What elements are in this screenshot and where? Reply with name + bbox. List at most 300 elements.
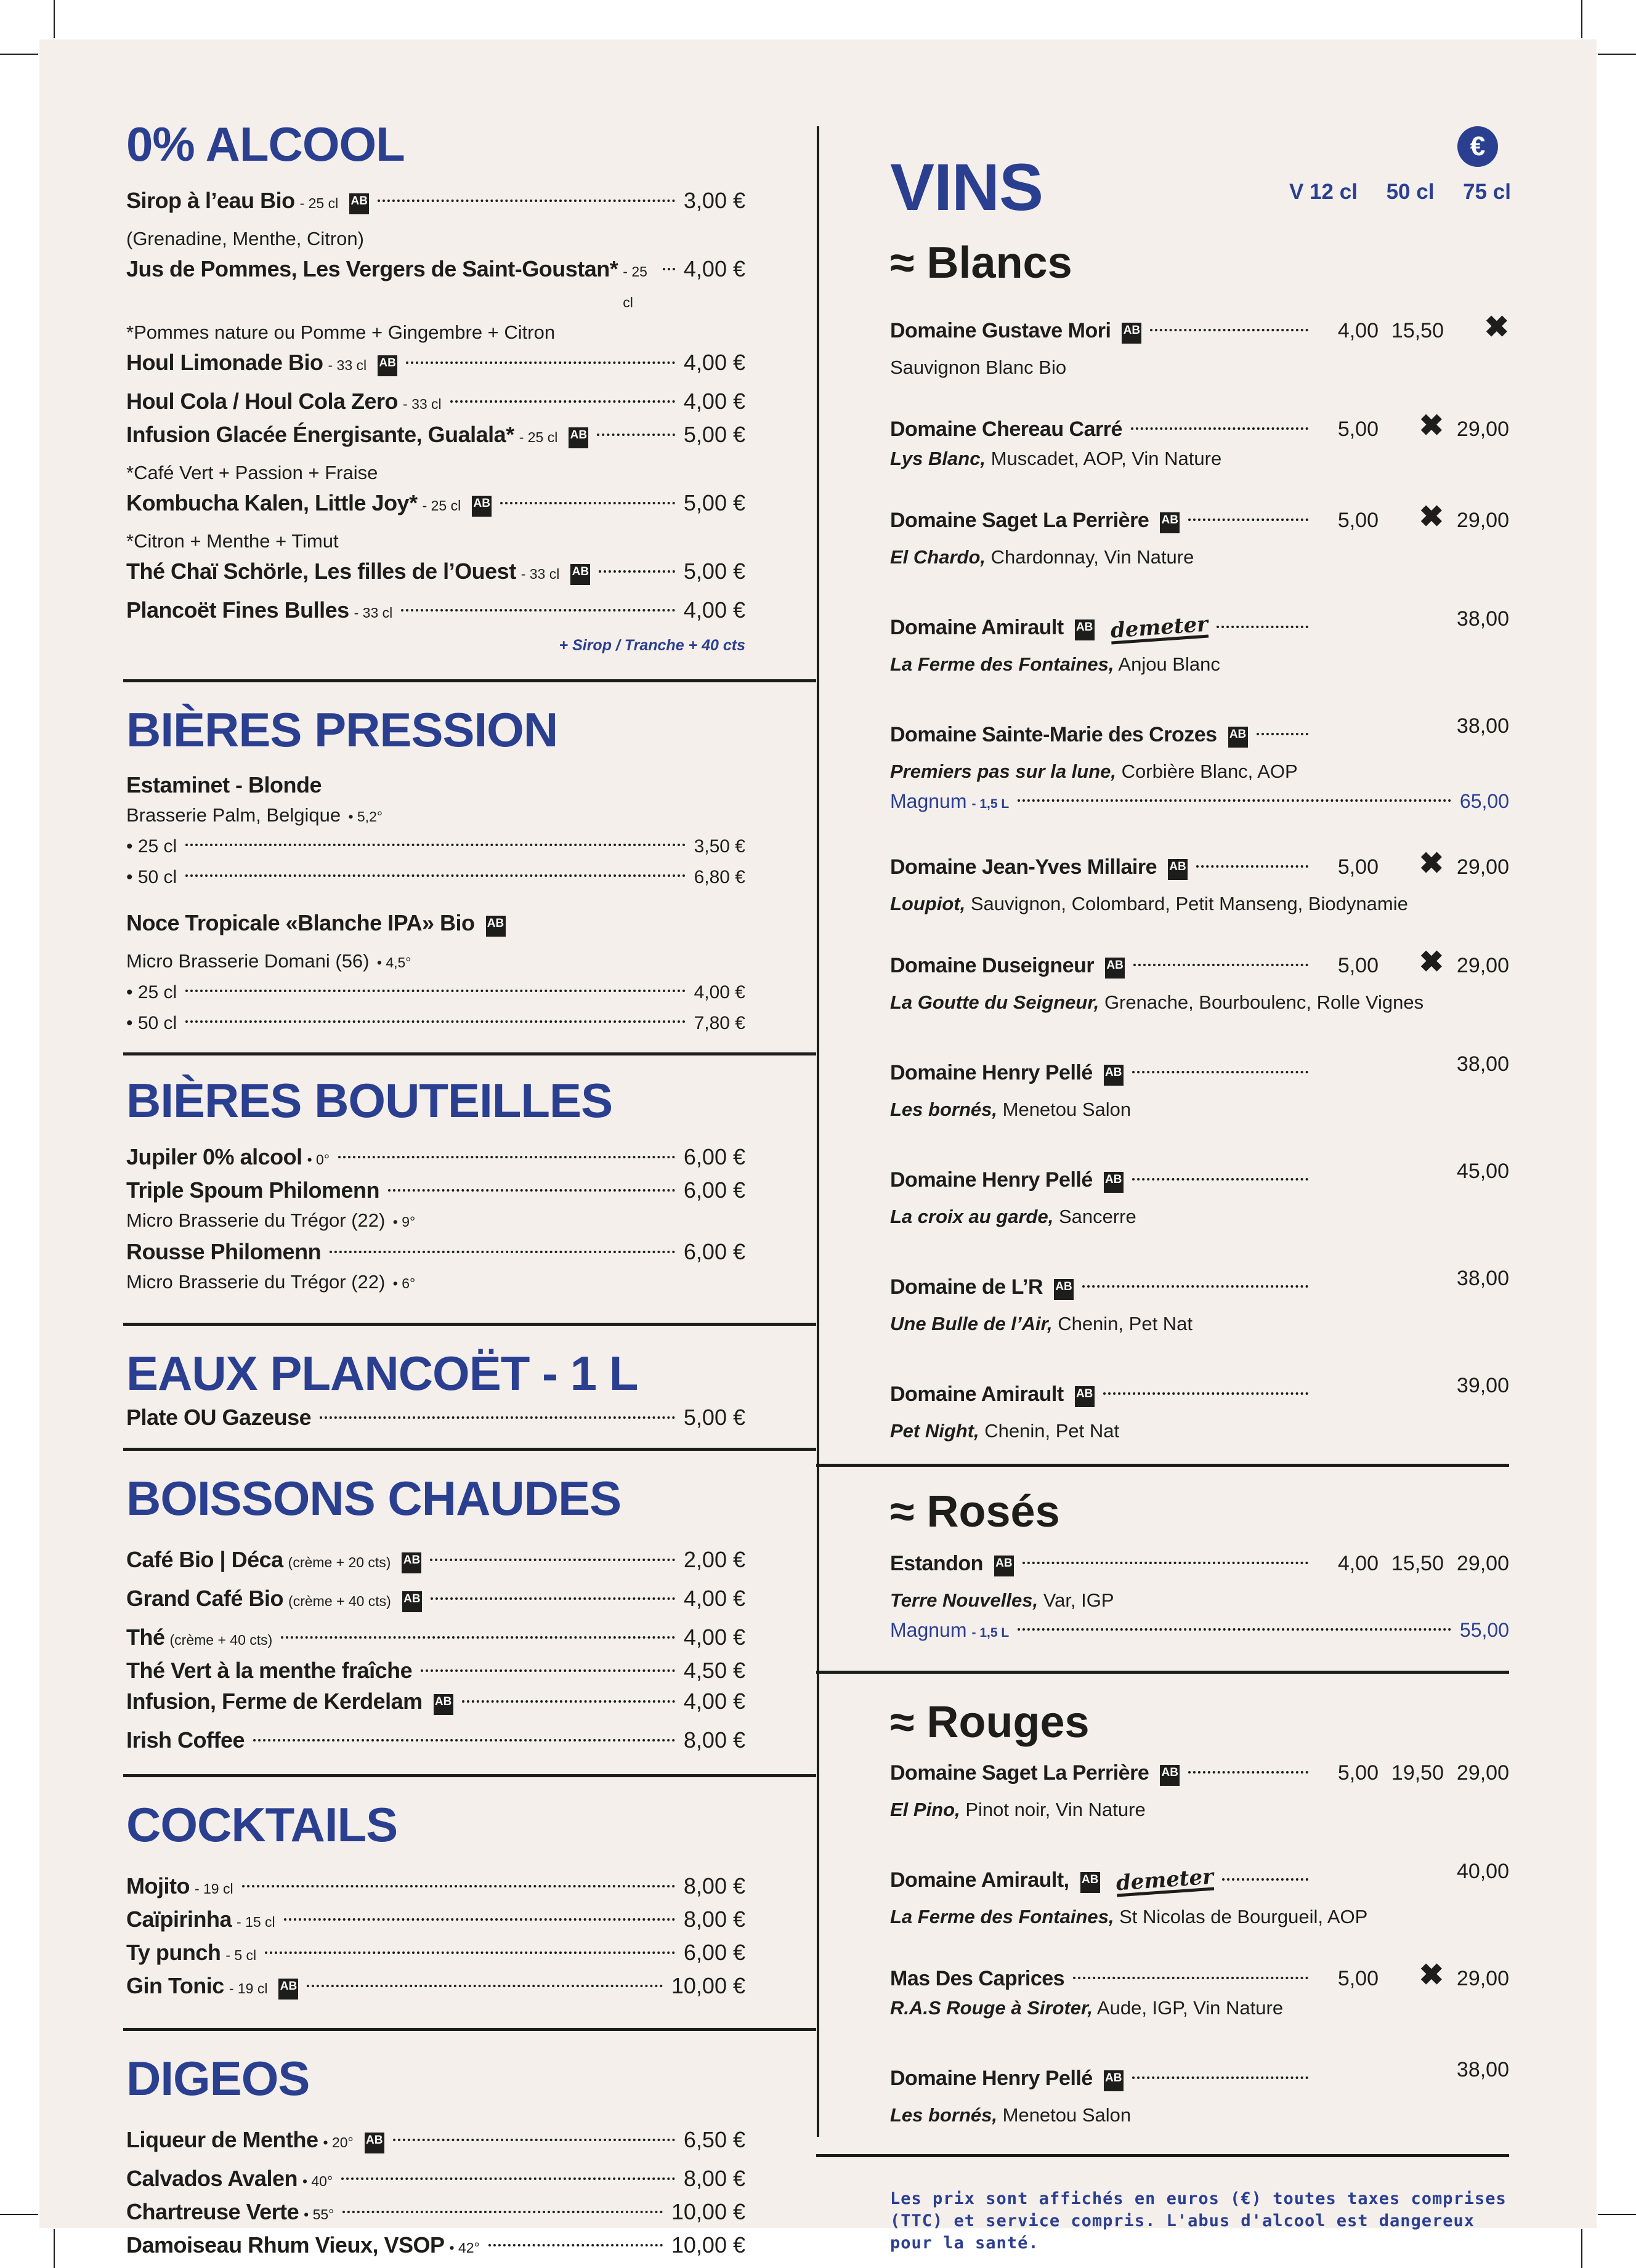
item-size: - 5 cl xyxy=(225,1947,257,1963)
dot-leader xyxy=(281,1636,675,1639)
organic-bio-icon: AB xyxy=(1168,859,1188,886)
item-name: Grand Café Bio xyxy=(126,1586,284,1611)
item-name: Caïpirinha xyxy=(126,1907,232,1932)
cuvee-name: La Ferme des Fontaines, xyxy=(890,653,1114,675)
divider xyxy=(123,679,816,682)
dot-leader xyxy=(393,2139,675,2141)
size-label: • 50 cl xyxy=(126,867,177,887)
wine-description xyxy=(890,1203,1509,1231)
item-size: • 40° xyxy=(302,2173,333,2189)
wine-entry xyxy=(890,1156,1509,1231)
item-price: 6,00 € xyxy=(683,1144,745,1169)
item-size: - 15 cl xyxy=(237,1914,275,1930)
magnum-size: - 1,5 L xyxy=(971,797,1010,811)
wine-detail: Pinot noir, Vin Nature xyxy=(965,1799,1146,1820)
dot-leader xyxy=(1103,1392,1308,1395)
item-name: Thé xyxy=(126,1624,165,1650)
wine-prices xyxy=(1317,1757,1509,1788)
wine-entry xyxy=(890,946,1509,1017)
dot-leader xyxy=(388,1189,675,1192)
menu-item xyxy=(126,386,745,419)
dot-leader xyxy=(1131,427,1308,430)
wine-detail: Anjou Blanc xyxy=(1118,653,1220,675)
wine-price: 5,00 xyxy=(1337,1761,1379,1785)
organic-bio-icon: AB xyxy=(994,1556,1014,1583)
menu-item xyxy=(126,1175,745,1206)
crop-mark xyxy=(1598,54,1636,55)
dot-leader xyxy=(1257,733,1308,735)
wine-price: 40,00 xyxy=(1456,1860,1509,1883)
dot-leader xyxy=(663,268,675,270)
unavailable-cross-icon: ✖ xyxy=(1419,946,1444,979)
wine-entry xyxy=(890,711,1509,820)
dot-leader xyxy=(500,502,675,504)
item-price: 6,00 € xyxy=(683,1239,745,1264)
organic-bio-icon: AB xyxy=(1228,727,1248,754)
crop-mark xyxy=(0,54,38,55)
dot-leader xyxy=(242,1885,675,1887)
item-price: 6,00 € xyxy=(683,1940,745,1965)
item-price: 4,00 € xyxy=(683,1586,745,1611)
divider xyxy=(123,1052,816,1055)
wine-domaine: Domaine Saget La Perrière xyxy=(890,1761,1149,1785)
unavailable-cross-icon: ✖ xyxy=(1419,410,1444,442)
dot-leader xyxy=(1222,1878,1308,1881)
menu-item xyxy=(126,1871,745,1904)
menu-item xyxy=(126,1544,745,1583)
wine-entry xyxy=(890,1548,1509,1649)
wine-price xyxy=(1317,1156,1379,1187)
section-alcool xyxy=(126,117,745,655)
menu-item xyxy=(126,1655,745,1686)
menu-item xyxy=(126,1725,745,1756)
wine-price xyxy=(1317,1856,1379,1887)
description-text: Micro Brasserie du Trégor (22) xyxy=(126,1209,386,1231)
item-size: - 19 cl xyxy=(229,1980,268,1996)
item-price: 5,00 € xyxy=(683,422,745,447)
wine-row xyxy=(890,1049,1509,1096)
wine-row xyxy=(890,1757,1509,1796)
wine-domaine: Domaine Sainte-Marie des Crozes xyxy=(890,723,1217,746)
item-price: 10,00 € xyxy=(671,1973,745,1998)
wine-price: 29,00 xyxy=(1456,1967,1509,1990)
section-title: EAUX PLANCOËT - 1 L xyxy=(126,1346,638,1400)
beer-size-row xyxy=(126,862,745,893)
beer-origin xyxy=(126,946,745,977)
item-name: Kombucha Kalen, Little Joy* xyxy=(126,490,418,515)
dot-leader xyxy=(265,1951,675,1954)
unavailable-cross-icon: ✖ xyxy=(1419,501,1444,533)
cuvee-name: El Chardo, xyxy=(890,546,986,568)
magnum-price: 55,00 xyxy=(1459,1619,1509,1641)
wine-description xyxy=(890,2101,1509,2129)
description-text: *Citron + Menthe + Timut xyxy=(126,530,339,552)
size-label: • 50 cl xyxy=(126,1013,177,1033)
demeter-logo: demeter xyxy=(1115,1864,1214,1896)
item-name: Sirop à l’eau Bio xyxy=(126,188,295,213)
wine-price: 38,00 xyxy=(1456,1052,1509,1076)
magnum-row xyxy=(890,786,1509,820)
wine-row xyxy=(890,1548,1509,1586)
cuvee-name: La Goutte du Seigneur, xyxy=(890,991,1099,1013)
wine-entry xyxy=(890,1370,1509,1445)
item-name: Café Bio | Déca xyxy=(126,1547,283,1572)
wine-domaine: Domaine Amirault xyxy=(890,1382,1064,1406)
euro-icon: € xyxy=(1457,126,1498,167)
item-name: Infusion, Ferme de Kerdelam xyxy=(126,1689,423,1714)
wine-price xyxy=(1317,603,1379,634)
dot-leader xyxy=(378,200,675,202)
menu-item xyxy=(126,1971,745,2009)
beer-name-row xyxy=(126,908,745,946)
dot-leader xyxy=(1022,1562,1308,1564)
cuvee-name: El Pino, xyxy=(890,1799,960,1820)
column-75cl: 75 cl xyxy=(1463,180,1511,204)
wine-prices xyxy=(1317,1856,1509,1887)
cuvee-name: Terre Nouvelles, xyxy=(890,1589,1039,1611)
item-price: 4,00 € xyxy=(683,1624,745,1650)
wine-entry xyxy=(890,501,1509,571)
wine-description xyxy=(890,1903,1509,1931)
section-eaux xyxy=(126,1346,745,1433)
item-size: • 55° xyxy=(304,2206,334,2222)
magnum-label: Magnum xyxy=(890,790,967,812)
item-name: Ty punch xyxy=(126,1940,221,1965)
wine-price xyxy=(1317,1049,1379,1080)
wine-row xyxy=(890,1959,1509,1994)
item-name: Triple Spoum Philomenn xyxy=(126,1177,380,1203)
dot-leader xyxy=(1018,1628,1451,1631)
wine-row xyxy=(890,1370,1509,1417)
column-divider xyxy=(817,126,819,2137)
dot-leader xyxy=(1196,865,1308,868)
dot-leader xyxy=(406,361,675,364)
column-50cl: 50 cl xyxy=(1386,180,1435,204)
degree: • 6° xyxy=(389,1275,416,1291)
menu-item xyxy=(126,1402,745,1433)
dot-leader xyxy=(1133,964,1308,966)
wine-description xyxy=(890,1310,1509,1338)
wine-detail: Corbière Blanc, AOP xyxy=(1121,761,1298,782)
item-name: Infusion Glacée Énergisante, Gualala* xyxy=(126,422,514,447)
wine-domaine: Domaine Saget La Perrière xyxy=(890,509,1149,532)
extra-note: + Sirop / Tranche + 40 cts xyxy=(559,637,745,654)
wine-price xyxy=(1317,1263,1379,1294)
wine-domaine: Domaine Jean-Yves Millaire xyxy=(890,855,1157,879)
demeter-logo: demeter xyxy=(1109,611,1209,644)
organic-bio-icon: AB xyxy=(1160,1765,1180,1792)
dot-leader xyxy=(597,434,675,436)
wine-prices xyxy=(1317,603,1509,634)
wine-price xyxy=(1382,711,1444,741)
wine-entry xyxy=(890,1856,1509,1931)
section-cocktails xyxy=(126,1798,745,2009)
dot-leader xyxy=(1132,1071,1308,1073)
wine-entry xyxy=(890,410,1509,473)
magnum-price: 65,00 xyxy=(1459,790,1509,812)
origin-text: Micro Brasserie Domani (56) xyxy=(126,950,370,972)
wine-price xyxy=(1317,711,1379,741)
wine-prices xyxy=(1317,847,1509,882)
wine-description xyxy=(890,1796,1509,1824)
organic-bio-icon: AB xyxy=(1105,958,1125,985)
wine-prices xyxy=(1317,946,1509,981)
wine-price: 5,00 xyxy=(1337,509,1379,532)
wine-domaine: Domaine de L’R xyxy=(890,1275,1043,1299)
item-description xyxy=(126,318,745,347)
item-name: Calvados Avalen xyxy=(126,2166,298,2191)
wine-entry xyxy=(890,847,1509,918)
item-size: - 25 cl xyxy=(422,498,461,514)
item-size: • 42° xyxy=(449,2240,480,2256)
wine-detail: St Nicolas de Bourgueil, AOP xyxy=(1119,1906,1368,1927)
menu-item xyxy=(126,185,745,224)
wine-detail: Chardonnay, Vin Nature xyxy=(990,546,1194,568)
menu-item xyxy=(126,1142,745,1175)
dot-leader xyxy=(1150,329,1308,331)
menu-item xyxy=(126,1937,745,1971)
item-price: 2,00 € xyxy=(683,1547,745,1572)
item-name: Chartreuse Verte xyxy=(126,2199,299,2224)
origin-text: Brasserie Palm, Belgique xyxy=(126,804,341,826)
column-12cl: V 12 cl xyxy=(1289,180,1358,204)
organic-bio-icon: AB xyxy=(570,564,590,591)
menu-item xyxy=(126,595,745,628)
wine-row xyxy=(890,946,1509,988)
wine-domaine: Mas Des Caprices xyxy=(890,1967,1065,1990)
item-name: Mojito xyxy=(126,1873,190,1899)
dot-leader xyxy=(1018,799,1451,802)
dot-leader xyxy=(185,874,685,877)
wine-price: 15,50 xyxy=(1391,319,1444,342)
subsection-rouges: ≈ Rouges xyxy=(890,1698,1090,1747)
wine-description xyxy=(890,1994,1509,2022)
wine-prices xyxy=(1317,1370,1509,1401)
wine-price xyxy=(1382,1049,1444,1080)
menu-item xyxy=(126,1237,745,1267)
wine-domaine: Domaine Amirault, xyxy=(890,1868,1069,1892)
cuvee-name: Pet Night, xyxy=(890,1420,979,1442)
wine-entry xyxy=(890,1959,1509,2022)
beer-price: 4,00 € xyxy=(694,982,745,1003)
dot-leader xyxy=(421,1669,675,1672)
wine-price: 29,00 xyxy=(1456,509,1509,532)
cuvee-name: R.A.S Rouge à Siroter, xyxy=(890,1997,1093,2019)
wine-prices xyxy=(1317,311,1509,346)
description-text: Micro Brasserie du Trégor (22) xyxy=(126,1271,386,1293)
cuvee-name: La croix au garde, xyxy=(890,1206,1054,1227)
item-name: Irish Coffee xyxy=(126,1727,245,1753)
wine-price xyxy=(1317,1370,1379,1401)
item-name: Thé Chaï Schörle, Les filles de l’Ouest xyxy=(126,559,516,584)
cuvee-name: Lys Blanc, xyxy=(890,448,986,469)
divider xyxy=(123,1774,816,1777)
wine-entry xyxy=(890,1263,1509,1338)
wine-description xyxy=(890,445,1509,473)
item-description xyxy=(126,1206,745,1237)
degree: • 4,5° xyxy=(373,954,411,971)
magnum-size: - 1,5 L xyxy=(971,1626,1010,1640)
item-size: (crème + 40 cts) xyxy=(288,1593,391,1609)
wine-row xyxy=(890,1263,1509,1310)
wine-price: 29,00 xyxy=(1456,1761,1509,1785)
item-description xyxy=(126,1267,745,1298)
item-price: 8,00 € xyxy=(683,1727,745,1753)
menu-item xyxy=(126,1622,745,1655)
beer-size-row xyxy=(126,1008,745,1039)
wine-row xyxy=(890,1856,1509,1903)
dot-leader xyxy=(1188,1771,1308,1774)
wine-domaine: Domaine Henry Pellé xyxy=(890,1168,1093,1192)
section-title: DIGEOS xyxy=(126,2051,310,2105)
item-price: 5,00 € xyxy=(683,1405,745,1430)
wine-price xyxy=(1382,1856,1444,1887)
cuvee-name: Les bornés, xyxy=(890,2104,997,2126)
wine-row xyxy=(890,603,1509,650)
wine-domaine: Estandon xyxy=(890,1552,983,1575)
wine-description xyxy=(890,353,1509,382)
wine-price xyxy=(1382,603,1444,634)
item-price: 4,00 € xyxy=(683,256,745,281)
item-price: 3,00 € xyxy=(683,188,745,213)
wine-description xyxy=(890,543,1509,571)
wine-prices xyxy=(1317,1548,1509,1579)
organic-bio-icon: AB xyxy=(1104,1065,1124,1092)
divider xyxy=(816,2154,1509,2157)
wine-prices xyxy=(1317,1959,1509,1994)
item-name: Liqueur de Menthe xyxy=(126,2127,318,2152)
item-name: Plancoët Fines Bulles xyxy=(126,597,349,623)
wine-price: 38,00 xyxy=(1456,2058,1509,2081)
organic-bio-icon: AB xyxy=(402,1552,421,1580)
dot-leader xyxy=(599,570,675,573)
section-digeos xyxy=(126,2051,745,2263)
wine-prices xyxy=(1317,1049,1509,1080)
cuvee-name: La Ferme des Fontaines, xyxy=(890,1906,1114,1927)
item-name: Houl Limonade Bio xyxy=(126,350,323,375)
organic-bio-icon: AB xyxy=(1080,1872,1100,1899)
menu-item xyxy=(126,2197,745,2230)
wine-description xyxy=(890,988,1509,1017)
wine-prices xyxy=(1317,410,1509,445)
wine-price: 5,00 xyxy=(1337,954,1379,977)
wine-price xyxy=(1382,1370,1444,1401)
wine-prices xyxy=(1317,1156,1509,1187)
beer-name: Estaminet - Blonde xyxy=(126,772,322,797)
item-price: 6,00 € xyxy=(683,1177,745,1203)
wine-price: 4,00 xyxy=(1337,319,1379,342)
description-text: (Grenadine, Menthe, Citron) xyxy=(126,228,364,249)
wine-detail: Menetou Salon xyxy=(1002,1099,1132,1120)
section-bieres-pression xyxy=(126,703,745,1039)
item-name: Damoiseau Rhum Vieux, VSOP xyxy=(126,2232,445,2258)
organic-bio-icon: AB xyxy=(486,916,506,943)
item-price: 8,00 € xyxy=(683,1907,745,1932)
item-size: • 20° xyxy=(323,2134,354,2150)
organic-bio-icon: AB xyxy=(402,1591,422,1618)
section-title: BIÈRES PRESSION xyxy=(126,703,558,757)
dot-leader xyxy=(338,1156,675,1158)
item-name: Rousse Philomenn xyxy=(126,1239,322,1264)
wine-domaine: Domaine Henry Pellé xyxy=(890,1061,1093,1084)
size-label: • 25 cl xyxy=(126,836,177,857)
menu-item xyxy=(126,1904,745,1937)
wine-price: 39,00 xyxy=(1456,1374,1509,1397)
beer-price: 6,80 € xyxy=(694,867,745,887)
item-size: - 25 cl xyxy=(623,264,647,310)
item-price: 10,00 € xyxy=(671,2232,745,2258)
section-bieres-bouteilles xyxy=(126,1073,745,1298)
item-price: 6,50 € xyxy=(683,2127,745,2152)
wine-description xyxy=(890,1417,1509,1445)
item-description xyxy=(126,458,745,488)
cuvee-name: Une Bulle de l’Air, xyxy=(890,1313,1053,1334)
organic-bio-icon: AB xyxy=(349,193,369,220)
wine-price: 38,00 xyxy=(1456,607,1509,631)
item-price: 5,00 € xyxy=(683,490,745,515)
wine-row xyxy=(890,711,1509,757)
crop-mark xyxy=(1581,2229,1582,2268)
wine-description xyxy=(890,650,1509,679)
vins-title: VINS xyxy=(890,150,1043,224)
wine-price: 38,00 xyxy=(1456,1267,1509,1290)
description-text: *Café Vert + Passion + Fraise xyxy=(126,462,378,483)
item-size: - 25 cl xyxy=(299,195,339,211)
wine-row xyxy=(890,501,1509,543)
item-name: Thé Vert à la menthe fraîche xyxy=(126,1658,413,1683)
beer-origin xyxy=(126,801,745,831)
wine-price: 38,00 xyxy=(1456,714,1509,738)
item-description xyxy=(126,527,745,556)
item-size: - 19 cl xyxy=(194,1881,233,1897)
wine-domaine: Domaine Henry Pellé xyxy=(890,2067,1093,2090)
organic-bio-icon: AB xyxy=(1054,1279,1074,1306)
organic-bio-icon: AB xyxy=(1104,1172,1124,1199)
wine-domaine: Domaine Gustave Mori xyxy=(890,319,1111,342)
beer-price: 3,50 € xyxy=(694,836,745,857)
dot-leader xyxy=(401,609,675,611)
item-size: - 33 cl xyxy=(354,605,393,621)
wine-price: 29,00 xyxy=(1456,855,1509,879)
cuvee-name: Premiers pas sur la lune, xyxy=(890,761,1117,782)
wine-row xyxy=(890,311,1509,353)
organic-bio-icon: AB xyxy=(569,427,588,454)
description-text: *Pommes nature ou Pomme + Gingembre + Citron xyxy=(126,321,556,343)
wine-description xyxy=(890,1096,1509,1124)
item-price: 10,00 € xyxy=(671,2199,745,2224)
wine-description xyxy=(890,757,1509,786)
wine-row xyxy=(890,1156,1509,1203)
wine-price: 19,50 xyxy=(1391,1761,1444,1785)
dot-leader xyxy=(1132,1178,1308,1180)
wine-entry xyxy=(890,1757,1509,1824)
item-price: 8,00 € xyxy=(683,2166,745,2191)
dot-leader xyxy=(1073,1977,1308,1979)
cuvee-name: Les bornés, xyxy=(890,1099,997,1120)
magnum-row xyxy=(890,1615,1509,1649)
item-price: 4,00 € xyxy=(683,350,745,375)
organic-bio-icon: AB xyxy=(378,355,397,382)
dot-leader xyxy=(253,1739,675,1741)
wine-entry xyxy=(890,2054,1509,2129)
wine-detail: Muscadet, AOP, Vin Nature xyxy=(990,448,1222,469)
organic-bio-icon: AB xyxy=(278,1979,298,2006)
wine-prices xyxy=(1317,2054,1509,2085)
item-price: 4,00 € xyxy=(683,597,745,623)
beer-price: 7,80 € xyxy=(694,1013,745,1033)
menu-item xyxy=(126,2125,745,2163)
beer-name: Noce Tropicale «Blanche IPA» Bio xyxy=(126,910,475,935)
